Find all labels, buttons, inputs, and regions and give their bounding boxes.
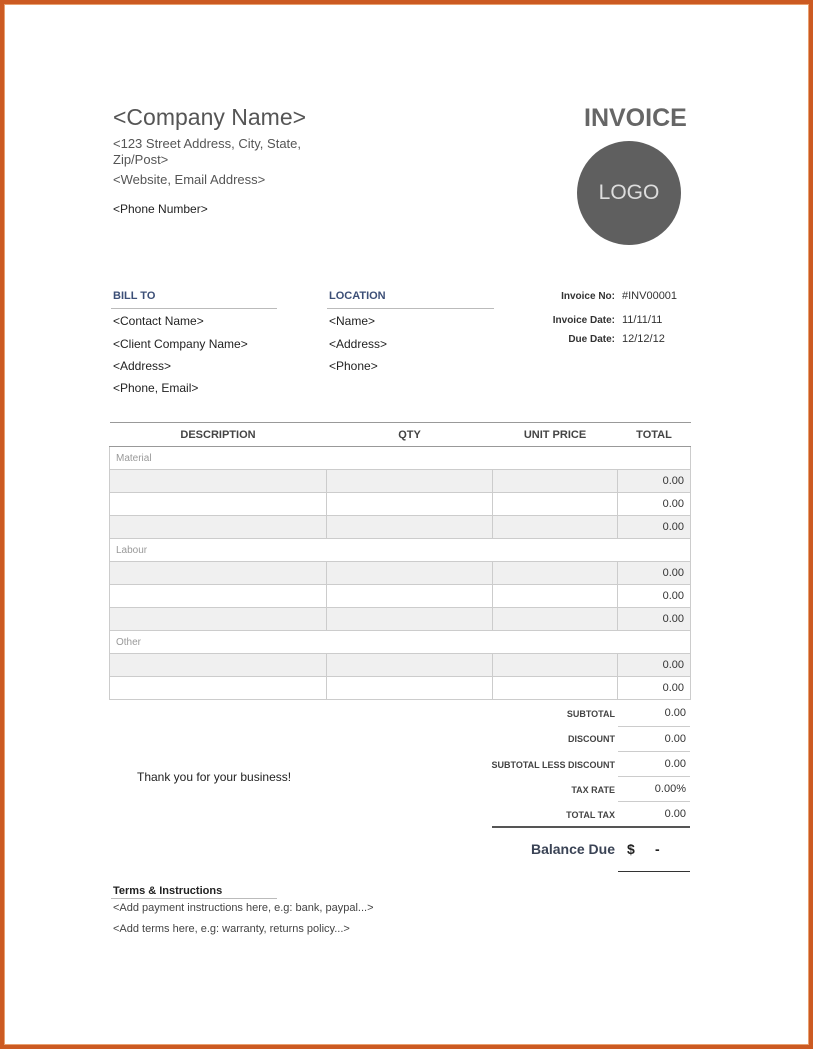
cell-qty[interactable] <box>327 654 493 677</box>
table-row <box>110 677 691 700</box>
cell-total: 0.00 <box>618 585 691 608</box>
cell-unit-price[interactable] <box>493 585 618 608</box>
cell-description[interactable] <box>110 493 327 516</box>
company-phone: <Phone Number> <box>113 202 208 216</box>
invoice-no-value: #INV00001 <box>622 290 678 302</box>
logo-placeholder <box>577 141 681 245</box>
tax-rate-value[interactable]: 0.00% <box>654 783 686 795</box>
company-address-line2: Zip/Post> <box>113 152 169 167</box>
invoice-title: INVOICE <box>584 104 687 132</box>
cell-unit-price[interactable] <box>493 654 618 677</box>
subtotal-label: SUBTOTAL <box>566 709 615 719</box>
cell-description[interactable] <box>110 516 327 539</box>
subtotal-less-discount-label: SUBTOTAL LESS DISCOUNT <box>491 760 615 770</box>
total-tax-label: TOTAL TAX <box>566 810 615 820</box>
cell-unit-price[interactable] <box>493 470 618 493</box>
cell-qty[interactable] <box>327 608 493 631</box>
terms-payment: <Add payment instructions here, e.g: bank, paypal...> <box>113 902 374 914</box>
cell-description[interactable] <box>110 654 327 677</box>
cell-qty[interactable] <box>327 493 493 516</box>
section-label: Labour <box>110 539 691 562</box>
cell-unit-price[interactable] <box>493 562 618 585</box>
table-row <box>110 493 691 516</box>
subtotal-divider <box>618 726 690 727</box>
cell-unit-price[interactable] <box>493 677 618 700</box>
cell-total: 0.00 <box>618 677 691 700</box>
terms-heading: Terms & Instructions <box>113 885 223 897</box>
section-label: Material <box>110 447 691 470</box>
table-header-row <box>110 423 691 447</box>
company-name: <Company Name> <box>113 104 307 130</box>
tax-rate-divider <box>618 801 690 802</box>
bill-to-address: <Address> <box>113 359 172 373</box>
cell-qty[interactable] <box>327 562 493 585</box>
due-date-value: 12/12/12 <box>622 333 665 345</box>
location-address: <Address> <box>329 337 388 351</box>
cell-description[interactable] <box>110 608 327 631</box>
table-row <box>110 562 691 585</box>
discount-label: DISCOUNT <box>568 734 615 744</box>
logo-text: LOGO <box>598 181 660 204</box>
invoice-date-label: Invoice Date: <box>552 315 615 326</box>
section-row-material <box>110 447 691 470</box>
subtotal-value: 0.00 <box>664 707 686 719</box>
cell-description[interactable] <box>110 470 327 493</box>
bill-to-company: <Client Company Name> <box>113 337 248 351</box>
cell-description[interactable] <box>110 677 327 700</box>
header-unit-price: UNIT PRICE <box>493 423 618 447</box>
table-row <box>110 585 691 608</box>
company-web-email: <Website, Email Address> <box>113 172 266 187</box>
cell-description[interactable] <box>110 562 327 585</box>
discount-divider <box>618 751 690 752</box>
section-label: Other <box>110 631 691 654</box>
subtotal-less-discount-value: 0.00 <box>664 758 686 770</box>
cell-total: 0.00 <box>618 470 691 493</box>
table-row <box>110 470 691 493</box>
total-tax-value: 0.00 <box>664 808 686 820</box>
totals-divider <box>492 826 690 828</box>
cell-total: 0.00 <box>618 608 691 631</box>
subtotal-less-divider <box>618 776 690 777</box>
due-date-label: Due Date: <box>568 334 615 345</box>
bill-to-phone-email: <Phone, Email> <box>113 381 199 395</box>
bill-to-divider <box>111 308 277 309</box>
cell-qty[interactable] <box>327 470 493 493</box>
table-row <box>110 608 691 631</box>
balance-underline <box>618 871 690 872</box>
balance-due-label: Balance Due <box>530 841 615 857</box>
header-description: DESCRIPTION <box>110 423 327 447</box>
cell-total: 0.00 <box>618 562 691 585</box>
company-address-line1: <123 Street Address, City, State, <box>113 136 301 151</box>
table-row <box>110 654 691 677</box>
balance-value: - <box>655 841 660 857</box>
invoice-date-value: 11/11/11 <box>622 314 663 326</box>
terms-divider <box>111 898 277 899</box>
bill-to-heading: BILL TO <box>113 290 156 302</box>
header-total: TOTAL <box>618 423 691 447</box>
cell-unit-price[interactable] <box>493 608 618 631</box>
section-row-other <box>110 631 691 654</box>
table-row <box>110 516 691 539</box>
section-row-labour <box>110 539 691 562</box>
cell-qty[interactable] <box>327 585 493 608</box>
cell-qty[interactable] <box>327 677 493 700</box>
cell-description[interactable] <box>110 585 327 608</box>
cell-unit-price[interactable] <box>493 516 618 539</box>
location-heading: LOCATION <box>329 290 386 302</box>
cell-total: 0.00 <box>618 516 691 539</box>
invoice-no-label: Invoice No: <box>561 291 615 302</box>
cell-unit-price[interactable] <box>493 493 618 516</box>
balance-currency: $ <box>627 841 635 857</box>
thank-you-note: Thank you for your business! <box>137 770 292 784</box>
location-divider <box>327 308 494 309</box>
discount-value[interactable]: 0.00 <box>664 733 686 745</box>
cell-total: 0.00 <box>618 654 691 677</box>
terms-policy: <Add terms here, e.g: warranty, returns policy...> <box>113 923 350 935</box>
bill-to-contact: <Contact Name> <box>113 314 204 328</box>
tax-rate-label: TAX RATE <box>571 785 615 795</box>
header-qty: QTY <box>327 423 493 447</box>
cell-qty[interactable] <box>327 516 493 539</box>
cell-total: 0.00 <box>618 493 691 516</box>
location-phone: <Phone> <box>329 359 378 373</box>
line-items-table <box>109 422 691 700</box>
location-name: <Name> <box>329 314 376 328</box>
